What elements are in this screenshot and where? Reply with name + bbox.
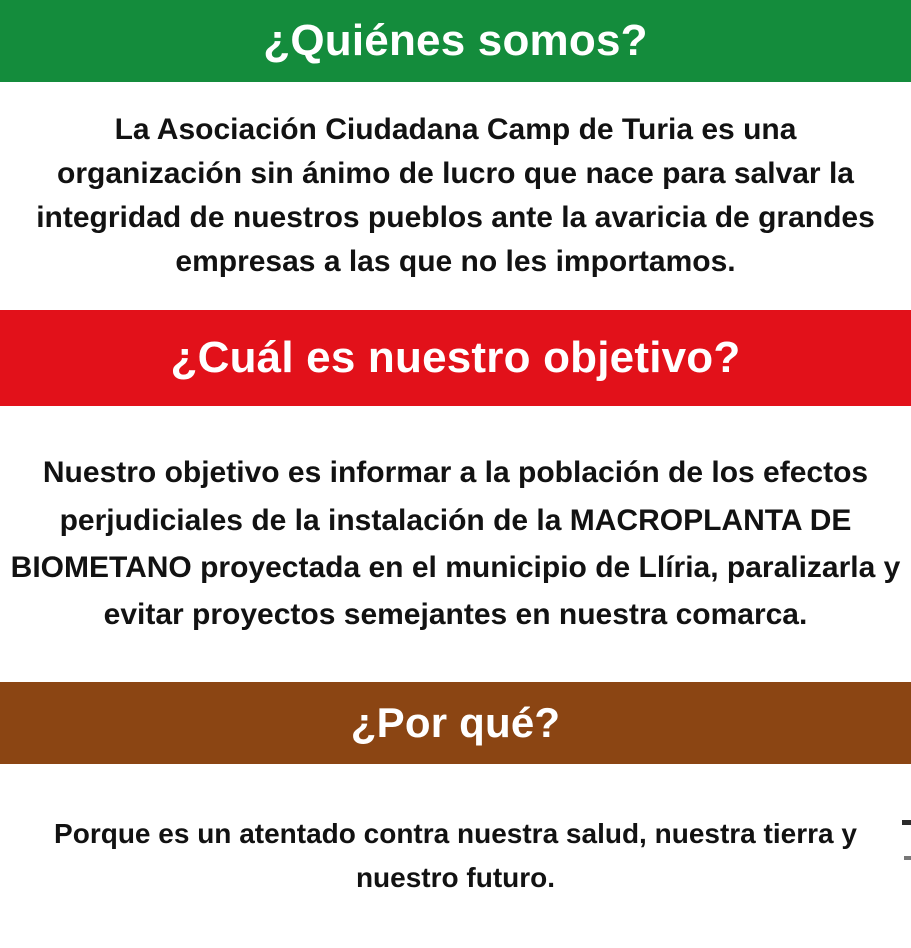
section-heading-quienes-somos	[0, 0, 911, 82]
body-text: La Asociación Ciudadana Camp de Turia es una organización sin ánimo de lucro que nace para salvar la integridad de nuestros pueblos ante la avaricia de grandes empresas a las que no les importamos.	[36, 113, 875, 278]
section-body-por-que	[0, 764, 911, 948]
heading-text: ¿Cuál es nuestro objetivo?	[170, 333, 741, 382]
section-heading-objetivo	[0, 310, 911, 406]
body-text: Porque es un atentado contra nuestra salud, nuestra tierra y nuestro futuro.	[54, 817, 857, 893]
heading-text: ¿Por qué?	[350, 699, 561, 746]
heading-text: ¿Quiénes somos?	[263, 16, 648, 65]
body-text: Nuestro objetivo es informar a la población de los efectos perjudiciales de la instalación de la MACROPLANTA DE BIOMETANO proyectada en el municipio de Llíria, paralizarla y evitar proyectos semejantes en nuestra comarca.	[10, 456, 901, 632]
section-body-objetivo	[0, 406, 911, 682]
section-body-quienes-somos	[0, 82, 911, 310]
section-heading-por-que	[0, 682, 911, 764]
